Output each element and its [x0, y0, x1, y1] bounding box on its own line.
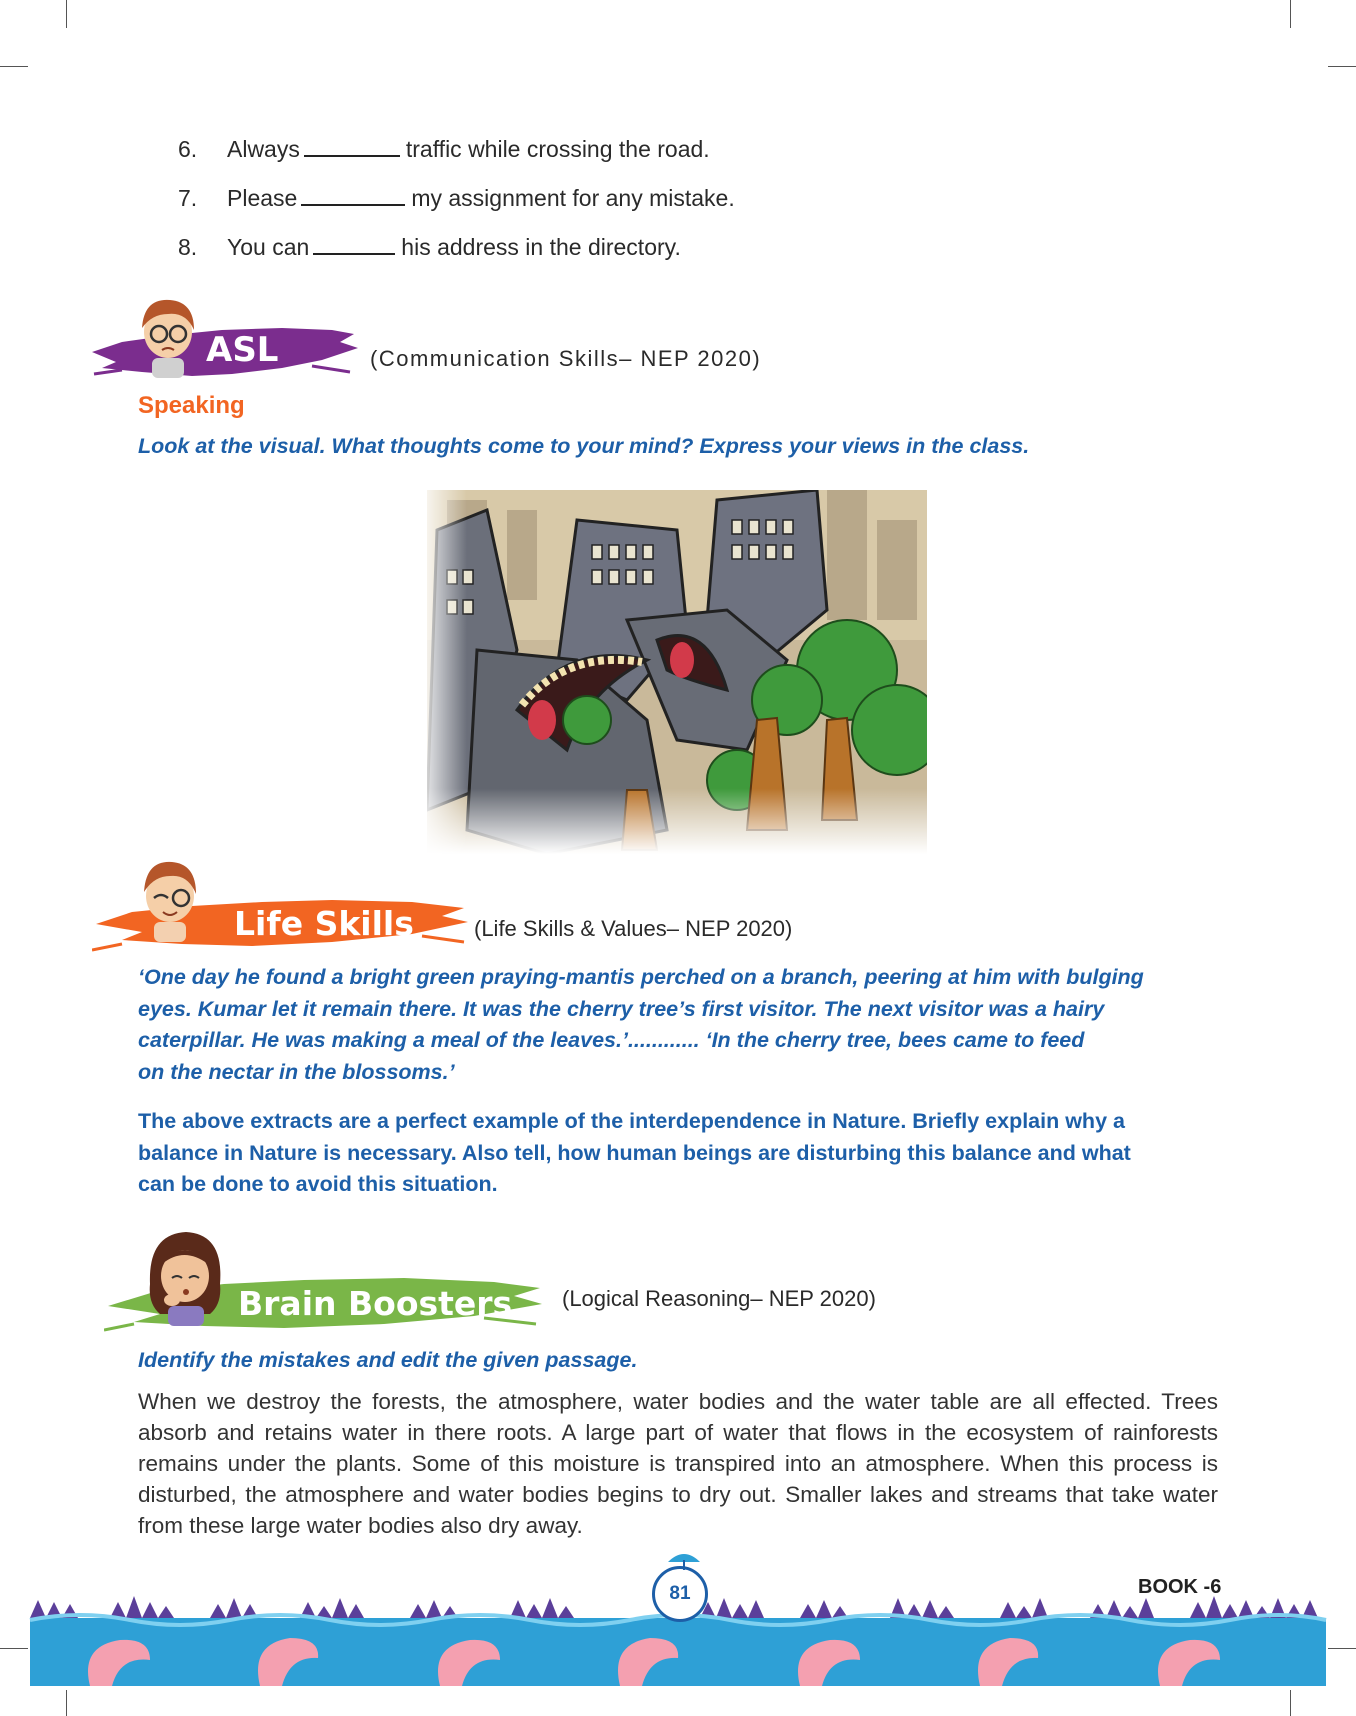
- quote-line: eyes. Kumar let it remain there. It was the cherry tree’s first visitor. The next visitor was a hairy: [138, 996, 1105, 1021]
- life-skills-note: (Life Skills & Values– NEP 2020): [474, 916, 793, 941]
- item-number: 8.: [178, 234, 198, 260]
- girl-thinking-mascot-icon: [140, 1224, 230, 1328]
- item-text-after: my assignment for any mistake.: [411, 185, 735, 211]
- boy-mascot-icon: [128, 290, 208, 380]
- page-number-text: 81: [669, 1583, 691, 1604]
- life-skills-banner: [92, 852, 472, 952]
- boy-wink-mascot-icon: [130, 852, 210, 944]
- item-number: 6.: [178, 136, 198, 162]
- list-item: [178, 136, 710, 163]
- item-text-after: his address in the directory.: [401, 234, 681, 260]
- crop-mark: [1290, 1690, 1291, 1716]
- answer-blank[interactable]: [301, 188, 405, 206]
- life-skills-quote: [138, 962, 1218, 1088]
- question-line: can be done to avoid this situation.: [138, 1172, 498, 1196]
- umbrella-icon: [664, 1546, 704, 1572]
- quote-line: on the nectar in the blossoms.’: [138, 1059, 455, 1084]
- page-number: [652, 1566, 708, 1622]
- book-label: BOOK -6: [1138, 1576, 1222, 1598]
- item-text-before: Always: [227, 136, 300, 162]
- answer-blank[interactable]: [313, 237, 395, 255]
- quote-line: caterpillar. He was making a meal of the leaves.’............ ‘In the cherry tree, bees came to feed: [138, 1028, 1085, 1052]
- asl-banner: [82, 290, 362, 390]
- item-text-after: traffic while crossing the road.: [405, 136, 710, 162]
- quote-line: ‘One day he found a bright green praying-mantis perched on a branch, peering at him with bulging: [138, 965, 1144, 989]
- speaking-heading: Speaking: [138, 392, 245, 419]
- list-item: [178, 234, 681, 261]
- crop-mark: [66, 1690, 67, 1716]
- city-eating-forest-illustration: [427, 490, 927, 854]
- crop-mark: [0, 66, 28, 67]
- speaking-prompt: Look at the visual. What thoughts come to your mind? Express your views in the class.: [138, 434, 1030, 458]
- question-line: The above extracts are a perfect example of the interdependence in Nature. Briefly explain why a: [138, 1109, 1125, 1133]
- life-skills-question: [138, 1106, 1218, 1201]
- brain-boosters-note: (Logical Reasoning– NEP 2020): [562, 1286, 876, 1311]
- brain-boosters-label: Brain Boosters: [238, 1284, 513, 1323]
- brain-boosters-instruction: Identify the mistakes and edit the given passage.: [138, 1348, 638, 1372]
- crop-mark: [1290, 0, 1291, 28]
- item-text-before: You can: [227, 234, 310, 260]
- life-skills-label: Life Skills: [234, 904, 414, 943]
- item-text-before: Please: [227, 185, 298, 211]
- item-number: 7.: [178, 185, 198, 211]
- crop-mark: [66, 0, 67, 28]
- asl-label: ASL: [206, 330, 279, 370]
- cartoon-image: [427, 490, 927, 854]
- crop-mark: [1328, 66, 1356, 67]
- list-item: [178, 185, 735, 212]
- question-line: balance in Nature is necessary. Also tell, how human beings are disturbing this balance and what: [138, 1140, 1131, 1165]
- brain-boosters-banner: [104, 1224, 544, 1334]
- edit-passage: When we destroy the forests, the atmosphere, water bodies and the water table are all effected. Trees absorb and retains water in there roots. A large part of water that flows in the ecosystem of rainforests remains under the plants. Some of this moisture is transpired into an atmosphere. When this process is disturbed, the atmosphere and water bodies begins to dry out. Smaller lakes and streams that take water from these large water bodies also dry away.: [138, 1389, 1218, 1538]
- asl-note: (Communication Skills– NEP 2020): [370, 346, 762, 371]
- answer-blank[interactable]: [304, 139, 400, 157]
